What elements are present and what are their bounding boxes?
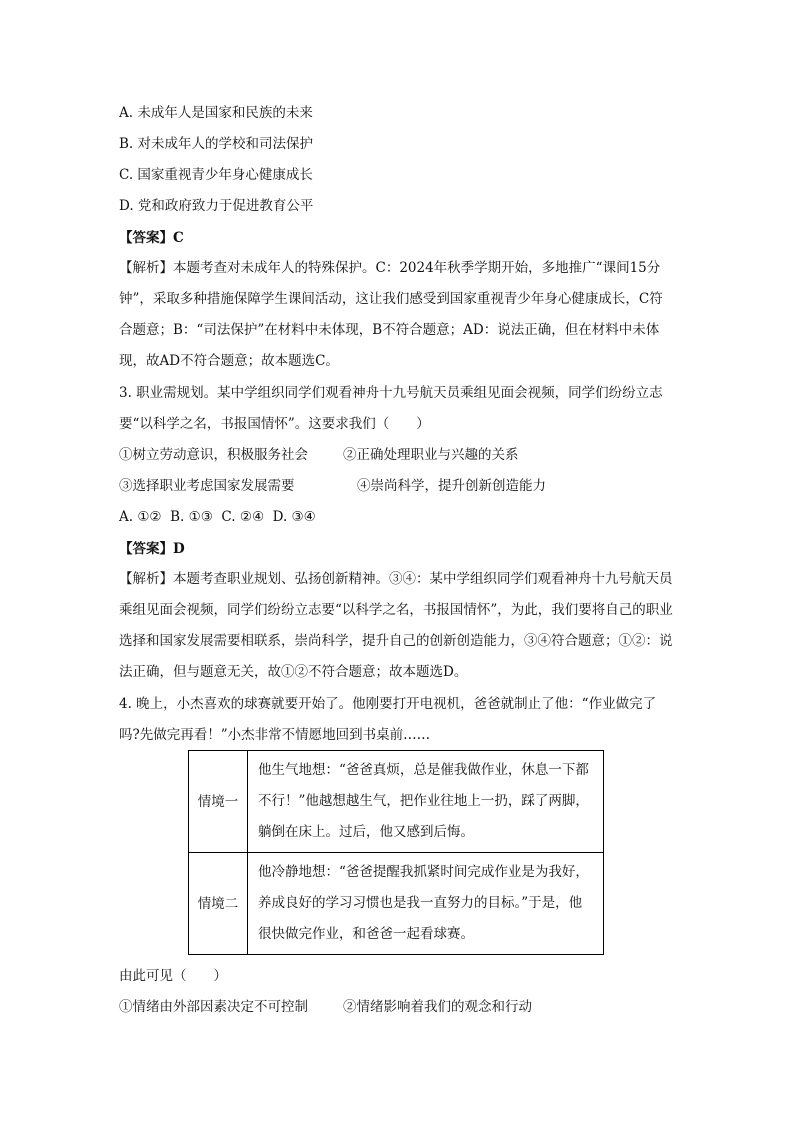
table-row	[189, 751, 604, 853]
q2-answer: 【答案】C	[119, 230, 184, 246]
scenario-text: 他生气地想：“爸爸真烦，总是催我做作业，休息一下都不行！”他越想越生气，把作业往地上一扔，踩了两脚，躺倒在床上。过后，他又感到后悔。	[248, 751, 604, 853]
scenario-table	[188, 750, 604, 955]
scenario-text: 他冷静地想：“爸爸提醒我抓紧时间完成作业是为我好，养成良好的学习习惯也是我一直努力的目标。”于是，他很快做完作业，和爸爸一起看球赛。	[248, 853, 604, 955]
q4-stem: 4. 晚上，小杰喜欢的球赛就要开始了。他刚要打开电视机，爸爸就制止了他：“作业做完了吗?先做完再看！”小杰非常不情愿地回到书桌前……	[119, 696, 657, 743]
q3-statement-4: ④崇尚科学，提升创新创造能力	[357, 478, 546, 494]
q2-option-a: A. 未成年人是国家和民族的未来	[119, 105, 313, 121]
q4-conclusion: 由此可见（ ）	[119, 968, 227, 984]
q2-option-d: D. 党和政府致力于促进教育公平	[119, 198, 314, 214]
q2-option-c: C. 国家重视青少年身心健康成长	[119, 167, 313, 183]
table-row	[189, 853, 604, 955]
q3-statement-1: ①树立劳动意识，积极服务社会	[119, 447, 308, 463]
q3-answer: 【答案】D	[119, 541, 185, 557]
q2-option-b: B. 对未成年人的学校和司法保护	[119, 136, 314, 152]
q3-analysis: 【解析】本题考查职业规划、弘扬创新精神。③④：某中学组织同学们观看神舟十九号航天员乘组见面会视频，同学们纷纷立志要“以科学之名，书报国情怀”，为此，我们要将自己的职业选择和国家发展需要相联系，崇尚科学，提升自己的创新创造能力，③④符合题意；①②：说法正确，但与题意无关，故①②不符合题意；故本题选D。	[119, 571, 673, 680]
q3-statement-2: ②正确处理职业与兴趣的关系	[343, 447, 519, 463]
scenario-label: 情境二	[189, 853, 248, 955]
scenario-label: 情境一	[189, 751, 248, 853]
q4-statement-2: ②情绪影响着我们的观念和行动	[343, 999, 532, 1015]
q3-choices: A. ①② B. ①③ C. ②④ D. ③④	[119, 509, 316, 525]
q3-statement-3: ③选择职业考虑国家发展需要	[119, 478, 295, 494]
q4-statement-1: ①情绪由外部因素决定不可控制	[119, 999, 308, 1015]
q3-stem: 3. 职业需规划。某中学组织同学们观看神舟十九号航天员乘组见面会视频，同学们纷纷立志要“以科学之名，书报国情怀”。这要求我们（ ）	[119, 385, 663, 432]
q2-analysis: 【解析】本题考查对未成年人的特殊保护。C：2024年秋季学期开始，多地推广“课间15分钟”，采取多种措施保障学生课间活动，这让我们感受到国家重视青少年身心健康成长，C符合题意；B：“司法保护”在材料中未体现，B不符合题意；AD：说法正确，但在材料中未体现，故AD不符合题意；故本题选C。	[119, 260, 663, 369]
